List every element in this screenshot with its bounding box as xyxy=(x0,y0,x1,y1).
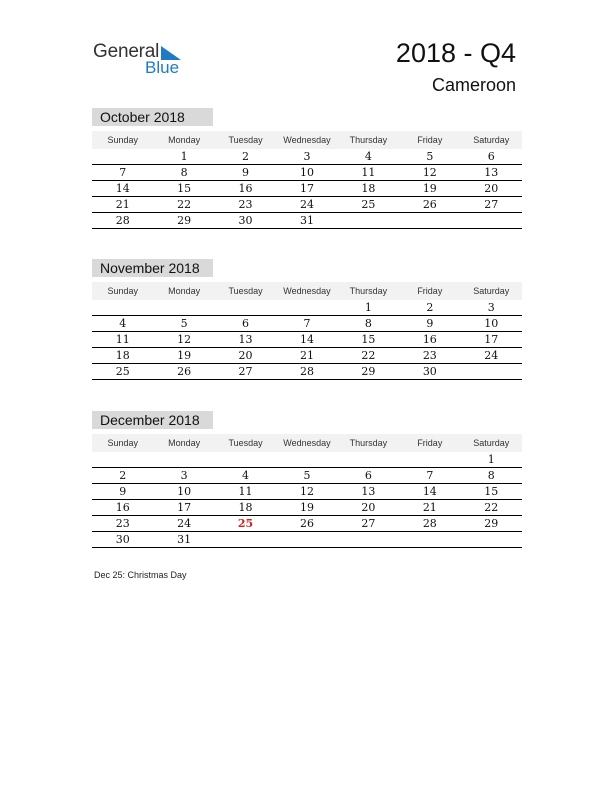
weekday-label: Saturday xyxy=(473,438,510,448)
date-cell: 21 xyxy=(115,198,130,211)
weekday-header-row xyxy=(92,434,522,452)
week-row xyxy=(92,332,522,348)
date-cell xyxy=(92,300,153,315)
weekday-label: Sunday xyxy=(107,135,138,145)
date-cell: 13 xyxy=(361,485,376,498)
week-row xyxy=(92,300,522,316)
weekday-label: Wednesday xyxy=(283,438,331,448)
date-cell: 26 xyxy=(422,198,437,211)
date-cell: 22 xyxy=(361,349,376,362)
date-cell: 3 xyxy=(303,150,311,163)
date-cell: 18 xyxy=(115,349,130,362)
date-cell: 25 xyxy=(361,198,376,211)
date-cell: 2 xyxy=(119,469,127,482)
date-cell: 25 xyxy=(115,365,130,378)
weekday-label: Wednesday xyxy=(283,135,331,145)
week-row xyxy=(92,181,522,197)
date-cell xyxy=(276,300,337,315)
date-cell: 8 xyxy=(180,166,188,179)
weekday-header-row xyxy=(92,131,522,149)
weekday-label: Monday xyxy=(168,135,201,145)
date-cell: 6 xyxy=(364,469,372,482)
date-cell: 27 xyxy=(238,365,253,378)
date-cell: 8 xyxy=(364,317,372,330)
date-cell: 11 xyxy=(115,333,130,346)
date-cell: 4 xyxy=(119,317,127,330)
date-cell: 28 xyxy=(299,365,314,378)
date-cell: 14 xyxy=(422,485,437,498)
date-cell xyxy=(276,452,337,467)
date-cell: 7 xyxy=(303,317,311,330)
date-cell xyxy=(338,532,399,547)
date-cell xyxy=(276,532,337,547)
date-cell: 11 xyxy=(238,485,253,498)
date-cell: 5 xyxy=(426,150,434,163)
date-cell: 2 xyxy=(242,150,250,163)
date-cell: 8 xyxy=(487,469,495,482)
date-cell: 26 xyxy=(299,517,314,530)
general-blue-logo xyxy=(93,41,193,77)
date-cell: 12 xyxy=(177,333,192,346)
date-cell: 16 xyxy=(422,333,437,346)
date-cell: 21 xyxy=(299,349,314,362)
date-cell: 29 xyxy=(361,365,376,378)
date-cell: 22 xyxy=(177,198,192,211)
date-cell: 22 xyxy=(484,501,499,514)
date-cell: 20 xyxy=(361,501,376,514)
date-cell xyxy=(215,300,276,315)
date-cell: 20 xyxy=(484,182,499,195)
date-cell: 23 xyxy=(238,198,253,211)
week-row xyxy=(92,484,522,500)
week-row xyxy=(92,316,522,332)
date-cell: 17 xyxy=(299,182,314,195)
date-cell: 2 xyxy=(426,301,434,314)
week-row xyxy=(92,468,522,484)
date-cell xyxy=(92,149,153,164)
date-cell: 15 xyxy=(361,333,376,346)
weekday-label: Friday xyxy=(417,438,443,448)
date-cell xyxy=(399,532,460,547)
date-cell: 19 xyxy=(177,349,192,362)
month-november xyxy=(92,259,522,380)
date-cell: 24 xyxy=(484,349,499,362)
date-cell: 6 xyxy=(487,150,495,163)
month-name: December 2018 xyxy=(92,411,213,429)
date-cell: 9 xyxy=(119,485,127,498)
date-cell xyxy=(461,213,522,228)
date-cell: 7 xyxy=(119,166,127,179)
date-cell: 17 xyxy=(177,501,192,514)
weekday-label: Monday xyxy=(168,438,201,448)
weekday-label: Tuesday xyxy=(228,286,263,296)
week-row xyxy=(92,149,522,165)
date-cell: 19 xyxy=(422,182,437,195)
date-cell xyxy=(153,300,214,315)
date-cell: 15 xyxy=(177,182,192,195)
date-cell: 7 xyxy=(426,469,434,482)
date-cell xyxy=(153,452,214,467)
date-cell: 5 xyxy=(303,469,311,482)
week-row xyxy=(92,364,522,380)
date-cell: 1 xyxy=(180,150,188,163)
date-cell: 17 xyxy=(484,333,499,346)
month-december xyxy=(92,411,522,548)
weekday-label: Thursday xyxy=(349,286,388,296)
date-cell: 12 xyxy=(422,166,437,179)
week-row xyxy=(92,516,522,532)
date-cell: 23 xyxy=(115,517,130,530)
date-cell: 10 xyxy=(299,166,314,179)
logo-general-text: General xyxy=(93,41,160,62)
date-cell: 16 xyxy=(238,182,253,195)
date-cell: 28 xyxy=(422,517,437,530)
page-title: 2018 - Q4 xyxy=(395,38,516,68)
date-cell: 4 xyxy=(242,469,250,482)
weekday-header-row xyxy=(92,282,522,300)
weekday-label: Saturday xyxy=(473,286,510,296)
date-cell: 24 xyxy=(177,517,192,530)
date-cell: 30 xyxy=(422,365,437,378)
date-cell: 6 xyxy=(242,317,250,330)
date-cell: 31 xyxy=(177,533,192,546)
date-cell: 26 xyxy=(177,365,192,378)
date-cell: 16 xyxy=(115,501,130,514)
date-cell: 27 xyxy=(484,198,499,211)
date-cell xyxy=(215,532,276,547)
date-cell xyxy=(461,364,522,379)
date-cell: 9 xyxy=(426,317,434,330)
date-cell: 20 xyxy=(238,349,253,362)
date-cell: 5 xyxy=(180,317,188,330)
date-cell: 10 xyxy=(177,485,192,498)
date-cell: 3 xyxy=(180,469,188,482)
date-cell: 13 xyxy=(238,333,253,346)
date-cell: 9 xyxy=(242,166,250,179)
date-cell xyxy=(215,452,276,467)
date-cell: 30 xyxy=(238,214,253,227)
weekday-label: Tuesday xyxy=(228,135,263,145)
month-name: October 2018 xyxy=(92,108,213,126)
date-cell: 15 xyxy=(484,485,499,498)
logo-blue-text: Blue xyxy=(145,58,180,77)
date-cell: 19 xyxy=(299,501,314,514)
date-cell: 3 xyxy=(487,301,495,314)
date-cell: 31 xyxy=(299,214,314,227)
weekday-label: Sunday xyxy=(107,438,138,448)
date-cell xyxy=(338,213,399,228)
date-cell xyxy=(399,213,460,228)
weekday-label: Tuesday xyxy=(228,438,263,448)
weekday-label: Sunday xyxy=(107,286,138,296)
date-cell: 1 xyxy=(487,453,495,466)
weekday-label: Wednesday xyxy=(283,286,331,296)
date-cell: 29 xyxy=(177,214,192,227)
date-cell: 10 xyxy=(484,317,499,330)
date-cell: 14 xyxy=(299,333,314,346)
weekday-label: Monday xyxy=(168,286,201,296)
date-cell xyxy=(461,532,522,547)
date-cell: 1 xyxy=(364,301,372,314)
date-cell: 29 xyxy=(484,517,499,530)
week-row xyxy=(92,197,522,213)
date-cell: 13 xyxy=(484,166,499,179)
date-cell xyxy=(338,452,399,467)
weekday-label: Saturday xyxy=(473,135,510,145)
date-cell: 21 xyxy=(422,501,437,514)
date-cell xyxy=(399,452,460,467)
date-cell: 23 xyxy=(422,349,437,362)
country-name: Cameroon xyxy=(431,75,516,95)
date-cell: 11 xyxy=(361,166,376,179)
date-cell: 18 xyxy=(238,501,253,514)
holiday-note: Dec 25: Christmas Day xyxy=(94,570,187,580)
month-october xyxy=(92,108,522,229)
week-row xyxy=(92,348,522,364)
week-row xyxy=(92,165,522,181)
week-row xyxy=(92,532,522,548)
week-row xyxy=(92,213,522,229)
date-cell: 12 xyxy=(299,485,314,498)
date-cell: 30 xyxy=(115,533,130,546)
weekday-label: Friday xyxy=(417,286,443,296)
holiday-date-cell: 25 xyxy=(237,517,254,530)
month-name: November 2018 xyxy=(92,259,213,277)
weekday-label: Thursday xyxy=(349,135,388,145)
date-cell: 18 xyxy=(361,182,376,195)
date-cell xyxy=(92,452,153,467)
date-cell: 4 xyxy=(364,150,372,163)
date-cell: 24 xyxy=(299,198,314,211)
weekday-label: Thursday xyxy=(349,438,388,448)
weekday-label: Friday xyxy=(417,135,443,145)
date-cell: 28 xyxy=(115,214,130,227)
week-row xyxy=(92,452,522,468)
date-cell: 27 xyxy=(361,517,376,530)
week-row xyxy=(92,500,522,516)
date-cell: 14 xyxy=(115,182,130,195)
